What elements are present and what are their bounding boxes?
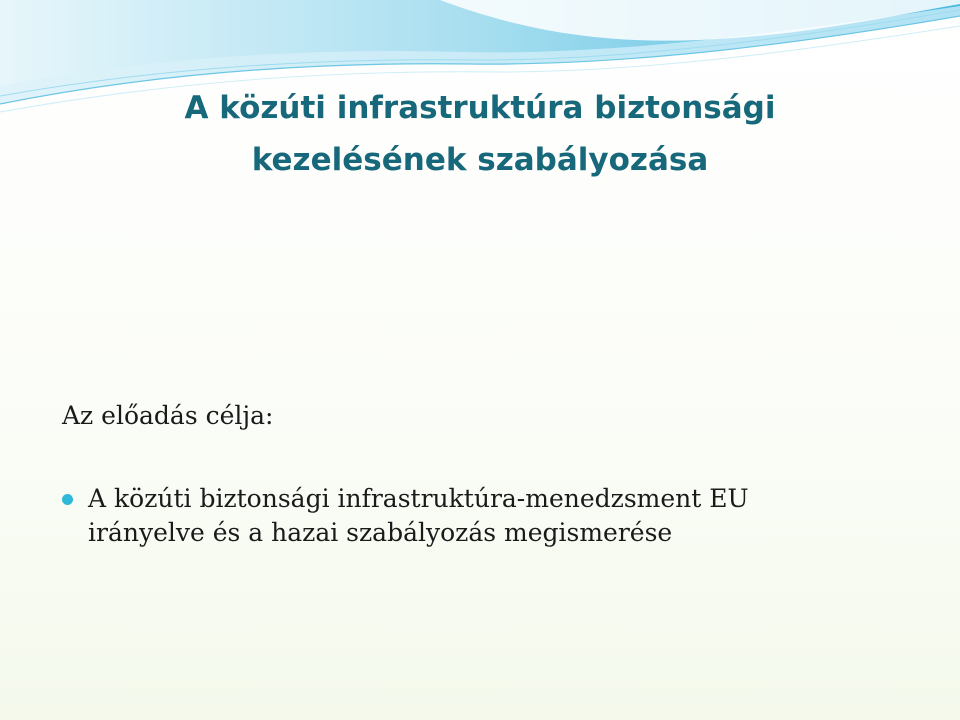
bullet-dot-icon — [62, 494, 73, 505]
slide-title — [60, 82, 900, 186]
bullet-text — [88, 482, 902, 550]
lead-text: Az előadás célja: — [62, 401, 274, 430]
slide-body — [62, 398, 902, 550]
slide-title-line-2: kezelésének szabályozása — [251, 142, 709, 178]
slide-title-line-1: A közúti infrastruktúra biztonsági — [184, 90, 776, 126]
bullet-text-line-1: A közúti biztonsági infrastruktúra-menedzsment EU — [88, 484, 749, 513]
bullet-text-line-2: irányelve és a hazai szabályozás megismerése — [88, 518, 673, 547]
list-item — [62, 482, 902, 550]
bullet-list — [62, 482, 902, 550]
